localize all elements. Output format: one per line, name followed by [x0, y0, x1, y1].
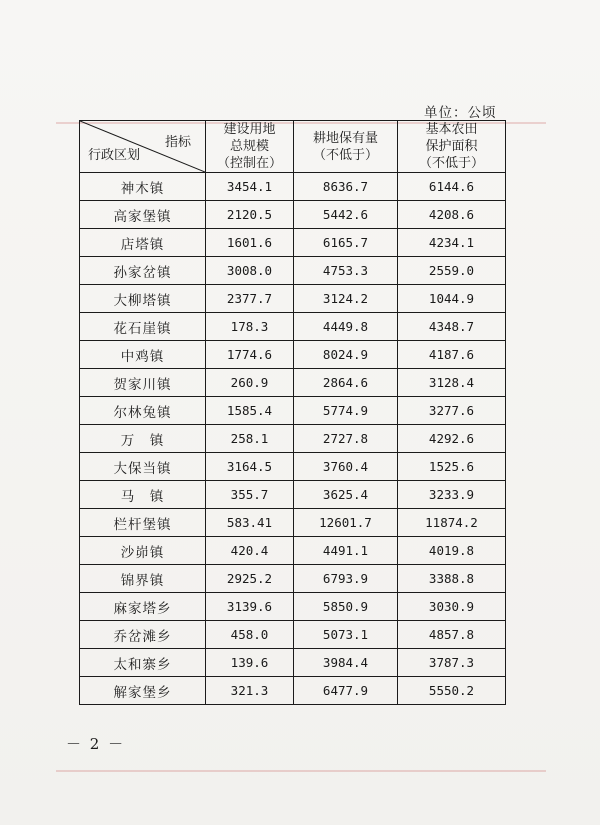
farmland-header-line: 耕地保有量: [312, 130, 378, 146]
construction-area-cell: 139.6: [206, 649, 294, 677]
construction-header-line: （控制在）: [216, 156, 282, 171]
show-through-rule-bottom: [56, 770, 546, 772]
table-row: [80, 257, 506, 285]
construction-area-cell: 583.41: [206, 509, 294, 537]
construction-area-cell: 258.1: [206, 425, 294, 453]
page-number: － 2 －: [66, 735, 126, 753]
farmland-area-cell: 2727.8: [294, 425, 398, 453]
construction-area-cell: 2925.2: [206, 565, 294, 593]
indicator-header: 指标: [164, 135, 191, 150]
town-name-cell: 马 镇: [80, 481, 206, 509]
town-name-cell: 麻家塔乡: [80, 593, 206, 621]
basic-farmland-area-cell: 3277.6: [398, 397, 506, 425]
basic-farmland-area-cell: 4208.6: [398, 201, 506, 229]
basic-farmland-area-cell: 4019.8: [398, 537, 506, 565]
construction-area-cell: 3008.0: [206, 257, 294, 285]
town-name-cell: 大柳塔镇: [80, 285, 206, 313]
unit-label: 单位：公顷: [424, 105, 497, 121]
construction-area-cell: 420.4: [206, 537, 294, 565]
farmland-area-cell: 3984.4: [294, 649, 398, 677]
basic-farmland-area-cell: 1044.9: [398, 285, 506, 313]
town-name-cell: 高家堡镇: [80, 201, 206, 229]
basic-farmland-area-cell: 5550.2: [398, 677, 506, 705]
table-row: [80, 313, 506, 341]
town-name-cell: 尔林兔镇: [80, 397, 206, 425]
construction-area-cell: 2120.5: [206, 201, 294, 229]
land-use-table: [79, 120, 506, 705]
basic-farmland-area-cell: 3128.4: [398, 369, 506, 397]
construction-area-cell: 3454.1: [206, 173, 294, 201]
table-row: [80, 425, 506, 453]
basic-farmland-area-cell: 1525.6: [398, 453, 506, 481]
construction-header-line: 建设用地: [223, 122, 276, 137]
table-row: [80, 285, 506, 313]
construction-header: [206, 121, 294, 173]
farmland-area-cell: 4449.8: [294, 313, 398, 341]
table-row: [80, 621, 506, 649]
basic-farmland-area-cell: 4234.1: [398, 229, 506, 257]
table-row: [80, 229, 506, 257]
farmland-area-cell: 4753.3: [294, 257, 398, 285]
farmland-area-cell: 6793.9: [294, 565, 398, 593]
construction-area-cell: 458.0: [206, 621, 294, 649]
basic-farmland-area-cell: 4857.8: [398, 621, 506, 649]
table-row: [80, 677, 506, 705]
construction-area-cell: 2377.7: [206, 285, 294, 313]
basic-farmland-area-cell: 11874.2: [398, 509, 506, 537]
town-name-cell: 贺家川镇: [80, 369, 206, 397]
table-header-row: [80, 121, 506, 173]
table-row: [80, 593, 506, 621]
construction-header-line: 总规模: [229, 139, 269, 154]
town-name-cell: 中鸡镇: [80, 341, 206, 369]
town-name-cell: 解家堡乡: [80, 677, 206, 705]
basic-farmland-header-line: 保护面积: [425, 139, 478, 154]
table-row: [80, 649, 506, 677]
town-name-cell: 大保当镇: [80, 453, 206, 481]
construction-area-cell: 1774.6: [206, 341, 294, 369]
table-row: [80, 369, 506, 397]
basic-farmland-area-cell: 4348.7: [398, 313, 506, 341]
table-row: [80, 201, 506, 229]
construction-area-cell: 3164.5: [206, 453, 294, 481]
farmland-header-line: （不低于）: [312, 147, 378, 163]
farmland-header: [294, 121, 398, 173]
basic-farmland-area-cell: 4187.6: [398, 341, 506, 369]
basic-farmland-area-cell: 3787.3: [398, 649, 506, 677]
town-name-cell: 锦界镇: [80, 565, 206, 593]
construction-area-cell: 1601.6: [206, 229, 294, 257]
table-row: [80, 173, 506, 201]
basic-farmland-area-cell: 3388.8: [398, 565, 506, 593]
table-row: [80, 509, 506, 537]
basic-farmland-area-cell: 3233.9: [398, 481, 506, 509]
town-name-cell: 神木镇: [80, 173, 206, 201]
town-name-cell: 太和寨乡: [80, 649, 206, 677]
table-row: [80, 481, 506, 509]
farmland-area-cell: 2864.6: [294, 369, 398, 397]
construction-area-cell: 1585.4: [206, 397, 294, 425]
table-row: [80, 537, 506, 565]
region-header: 行政区划: [88, 148, 141, 163]
farmland-area-cell: 8636.7: [294, 173, 398, 201]
table-row: [80, 341, 506, 369]
table-row: [80, 453, 506, 481]
farmland-area-cell: 8024.9: [294, 341, 398, 369]
farmland-area-cell: 5850.9: [294, 593, 398, 621]
construction-area-cell: 178.3: [206, 313, 294, 341]
farmland-area-cell: 12601.7: [294, 509, 398, 537]
farmland-area-cell: 6477.9: [294, 677, 398, 705]
farmland-area-cell: 3625.4: [294, 481, 398, 509]
farmland-area-cell: 6165.7: [294, 229, 398, 257]
construction-area-cell: 3139.6: [206, 593, 294, 621]
construction-area-cell: 321.3: [206, 677, 294, 705]
farmland-area-cell: 3124.2: [294, 285, 398, 313]
basic-farmland-area-cell: 4292.6: [398, 425, 506, 453]
farmland-area-cell: 4491.1: [294, 537, 398, 565]
construction-area-cell: 355.7: [206, 481, 294, 509]
town-name-cell: 沙峁镇: [80, 537, 206, 565]
farmland-area-cell: 5442.6: [294, 201, 398, 229]
farmland-area-cell: 5774.9: [294, 397, 398, 425]
town-name-cell: 乔岔滩乡: [80, 621, 206, 649]
basic-farmland-area-cell: 3030.9: [398, 593, 506, 621]
farmland-area-cell: 5073.1: [294, 621, 398, 649]
table-row: [80, 565, 506, 593]
town-name-cell: 花石崖镇: [80, 313, 206, 341]
town-name-cell: 店塔镇: [80, 229, 206, 257]
town-name-cell: 栏杆堡镇: [80, 509, 206, 537]
farmland-area-cell: 3760.4: [294, 453, 398, 481]
diagonal-header-cell: [80, 121, 206, 173]
construction-area-cell: 260.9: [206, 369, 294, 397]
basic-farmland-header-line: （不低于）: [418, 156, 484, 171]
basic-farmland-area-cell: 6144.6: [398, 173, 506, 201]
basic-farmland-header-line: 基本农田: [425, 122, 478, 137]
basic-farmland-area-cell: 2559.0: [398, 257, 506, 285]
town-name-cell: 孙家岔镇: [80, 257, 206, 285]
table-row: [80, 397, 506, 425]
town-name-cell: 万 镇: [80, 425, 206, 453]
basic-farmland-header: [398, 121, 506, 173]
